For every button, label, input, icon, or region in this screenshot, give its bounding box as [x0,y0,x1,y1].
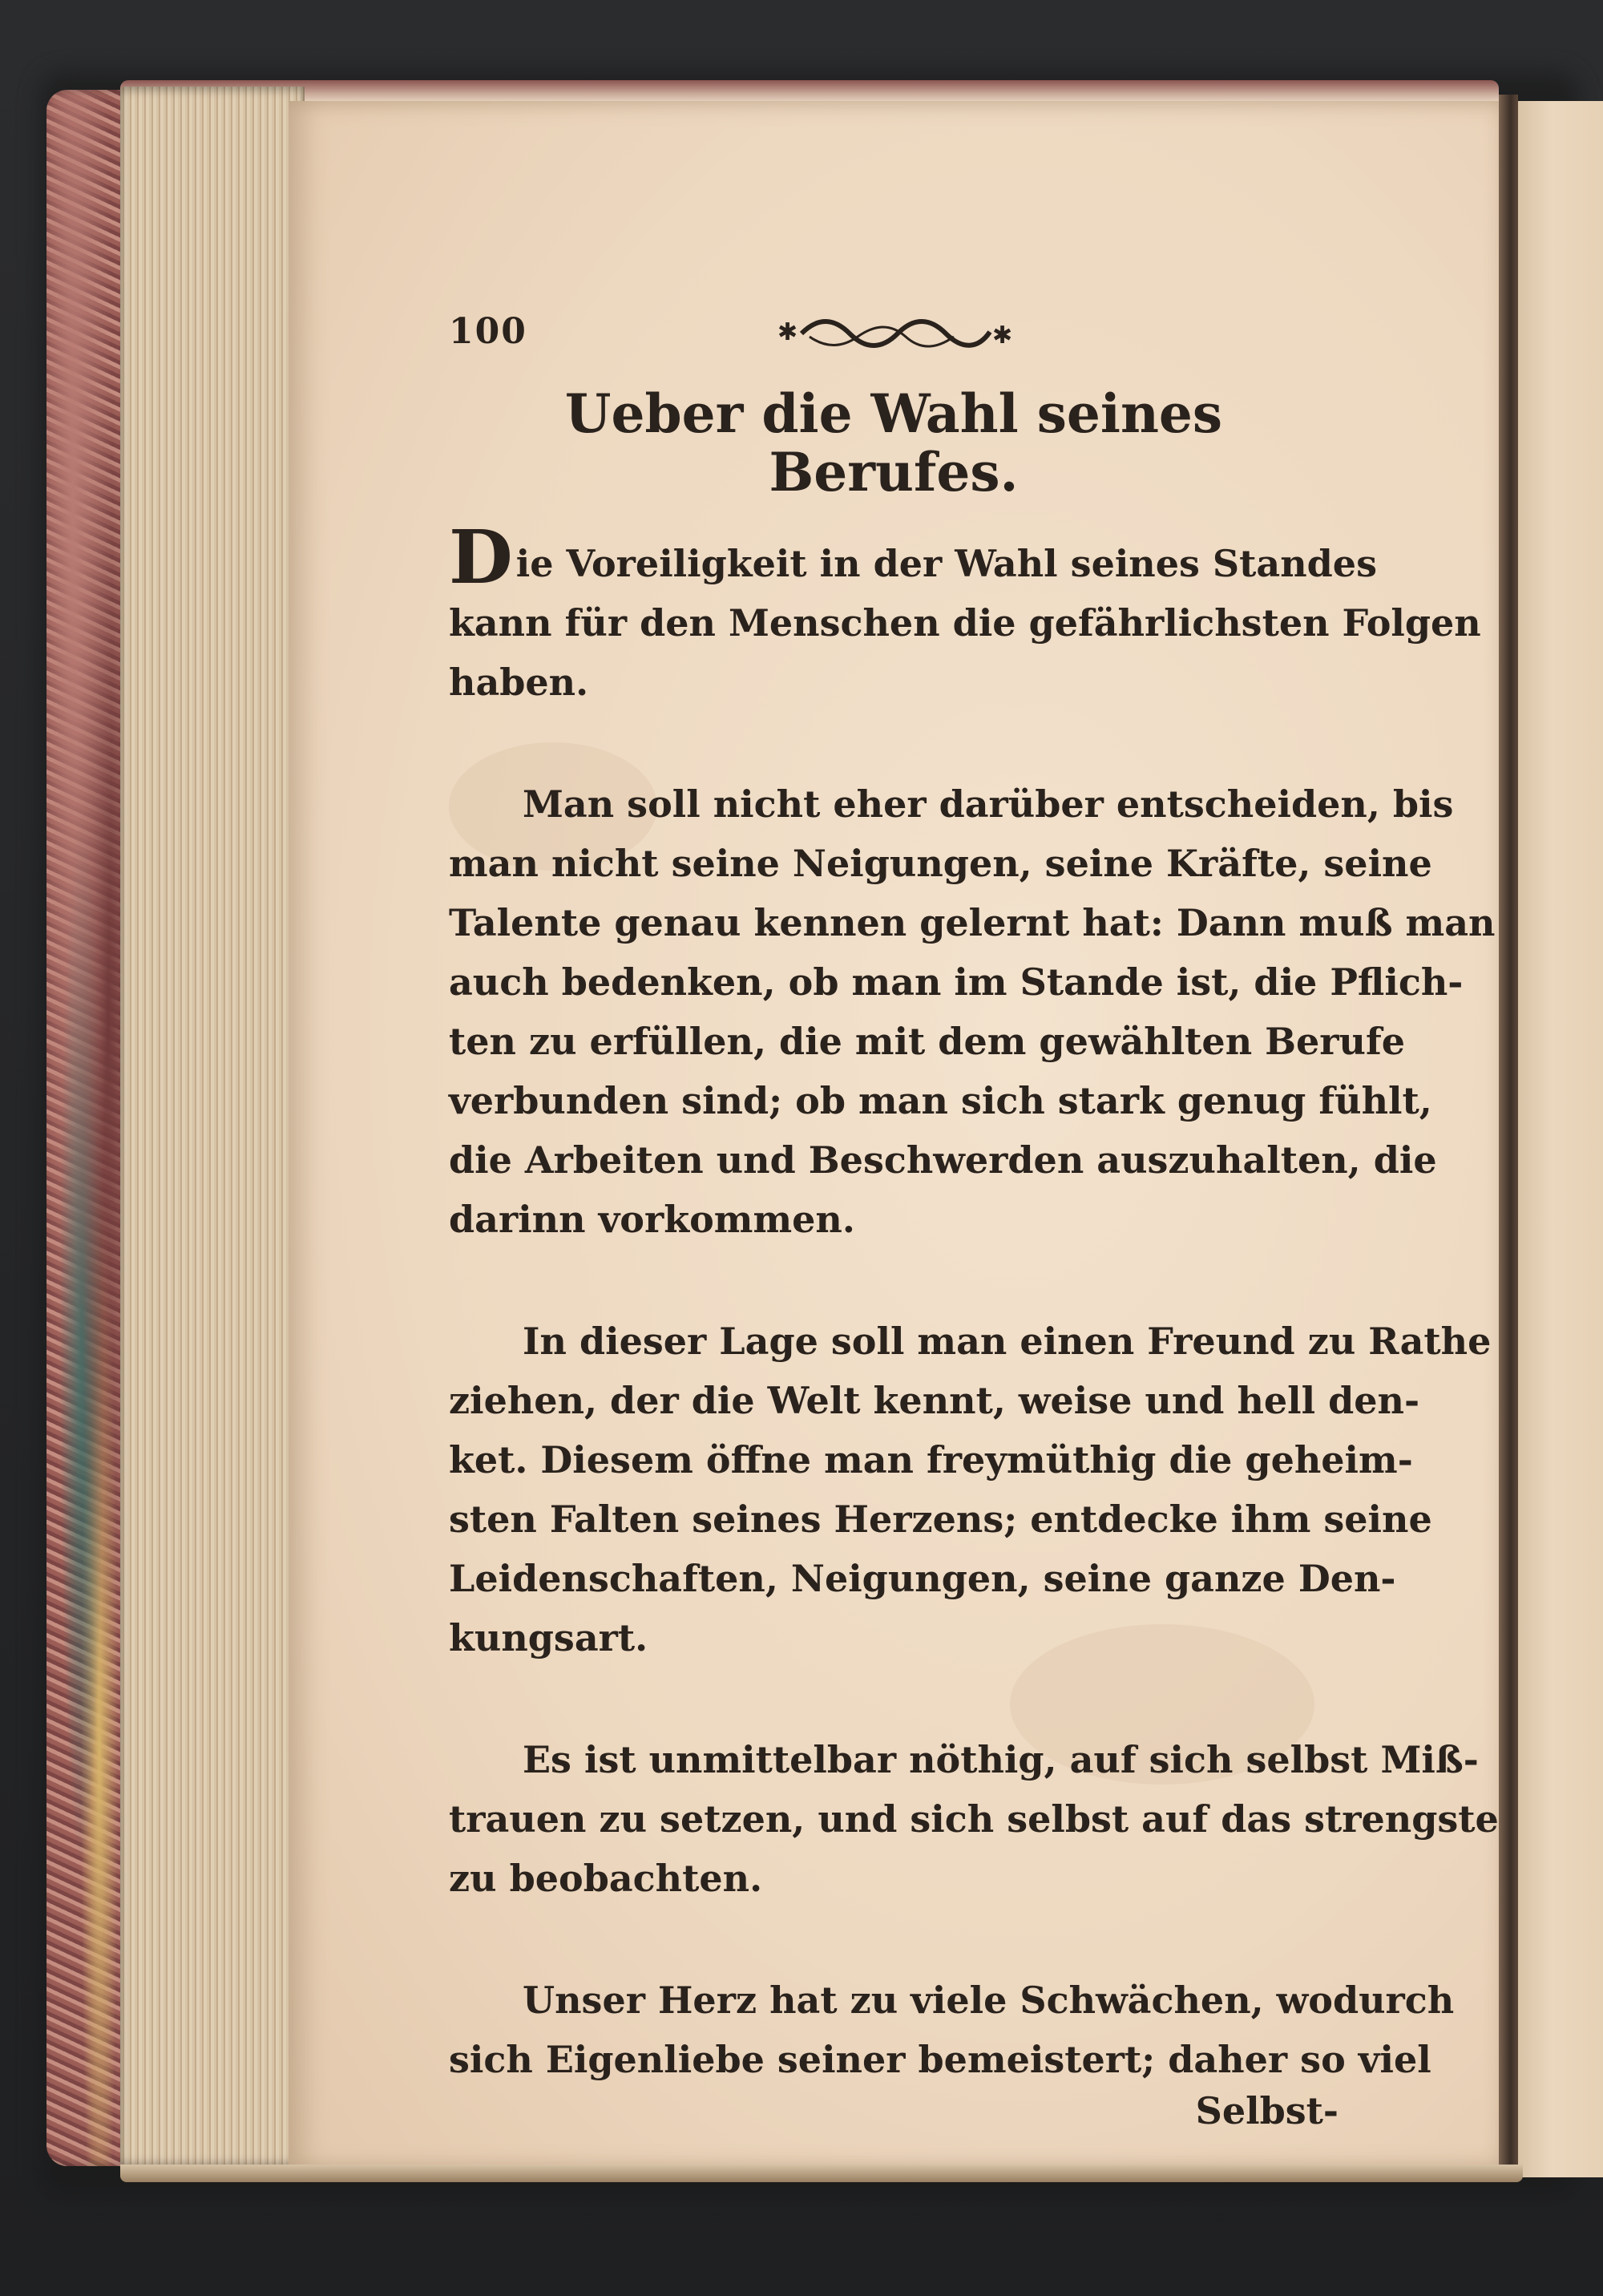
paragraph-3 [449,1312,1492,1667]
text-line: sten Falten seines Herzens; entdecke ihm seine [449,1498,1432,1542]
dropcap: D [449,514,513,601]
paragraph-5 [449,1971,1455,2089]
page-gutter [1499,95,1518,2171]
page-top-edge [120,80,1499,103]
text-line: verbunden sind; ob man sich stark genug fühlt, [449,1079,1432,1123]
text-line: kungsart. [449,1616,648,1660]
text-line: Es ist unmittelbar nöthig, auf sich selbst Miß- [523,1738,1479,1782]
paragraph-4 [449,1730,1499,1908]
page-text [449,297,1499,2148]
text-line: ziehen, der die Welt kennt, weise und hell den- [449,1379,1420,1423]
page-stack [120,87,305,2167]
text-line: Unser Herz hat zu viele Schwächen, wodurch [523,1979,1455,2023]
facing-page-edge [1518,101,1603,2177]
text-line: Talente genau kennen gelernt hat: Dann muß man [449,901,1496,945]
text-line: ket. Diesem öffne man freymüthig die geheim- [449,1438,1413,1482]
text-line: kann für den Menschen die gefährlichsten Folgen [449,601,1481,645]
svg-text:✱: ✱ [777,318,798,346]
page-bottom-edge [120,2165,1523,2182]
ornament-icon [777,313,1018,353]
text-line: ten zu erfüllen, die mit dem gewählten Berufe [449,1020,1406,1064]
text-line: Leidenschaften, Neigungen, seine ganze Den- [449,1557,1396,1601]
paragraph-1 [449,514,1481,712]
page-number: 100 [449,311,527,352]
text-line: Man soll nicht eher darüber entscheiden, bis [523,782,1454,827]
svg-text:✱: ✱ [992,321,1013,350]
text-line: trauen zu setzen, und sich selbst auf das strengste [449,1797,1499,1841]
text-line: haben. [449,661,589,705]
text-line: In dieser Lage soll man einen Freund zu Rathe [523,1320,1492,1364]
chapter-title: Ueber die Wahl seines Berufes. [564,382,1223,503]
text-line: sich Eigenliebe seiner bemeistert; daher so viel [449,2038,1431,2082]
text-line: darinn vorkommen. [449,1198,855,1242]
text-line: die Arbeiten und Beschwerden auszuhalten, die [449,1138,1437,1182]
text-line: auch bedenken, ob man im Stande ist, die Pflich- [449,960,1464,1004]
paragraph-2 [449,774,1496,1249]
text-line: man nicht seine Neigungen, seine Kräfte, seine [449,842,1432,886]
text-line: zu beobachten. [449,1857,763,1901]
catchword: Selbst- [1195,2089,1339,2133]
page-header [449,297,1339,369]
text-line: ie Voreiligkeit in der Wahl seines Standes [515,542,1377,586]
